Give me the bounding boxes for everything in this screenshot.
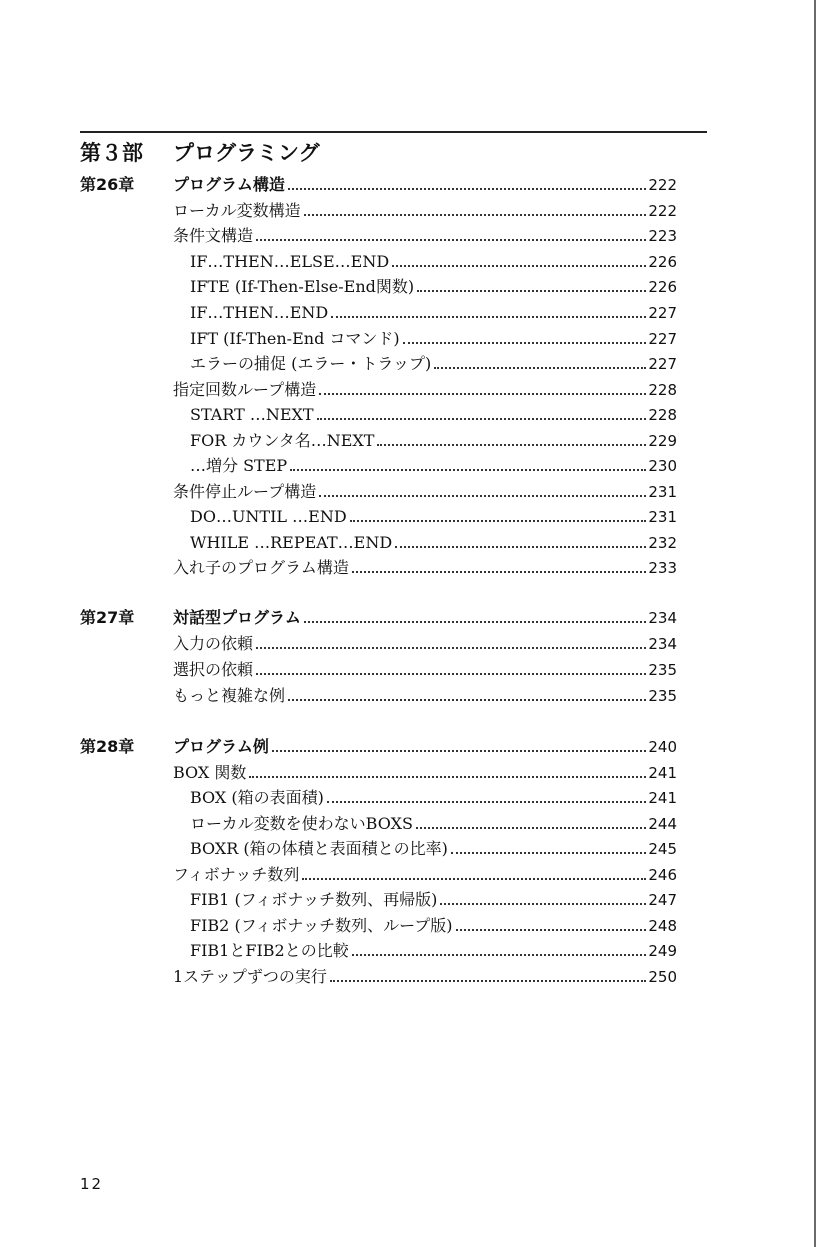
dot-leader <box>330 980 646 982</box>
page-ref: 245 <box>648 840 677 858</box>
toc-entry[interactable] <box>190 251 677 273</box>
dot-leader <box>256 647 646 649</box>
page-ref: 227 <box>648 355 677 373</box>
toc-entry[interactable] <box>173 225 677 247</box>
dot-leader <box>256 673 646 675</box>
dot-leader <box>456 929 647 931</box>
entry-title: ローカル変数構造 <box>173 201 301 220</box>
entry-title: FIB2 (フィボナッチ数列、ループ版) <box>190 916 453 935</box>
toc-entry[interactable] <box>173 557 677 579</box>
page-ref: 227 <box>648 330 677 348</box>
entry-title: DO…UNTIL …END <box>190 507 347 526</box>
toc-entry[interactable] <box>190 889 677 911</box>
entry-title: …増分 STEP <box>190 456 288 475</box>
toc-entry[interactable] <box>173 864 677 886</box>
toc-entry[interactable] <box>190 430 677 452</box>
entry-title: IFTE (If-Then-Else-End関数) <box>190 277 415 296</box>
page-number: 12 <box>80 1175 104 1193</box>
dot-leader <box>440 903 646 905</box>
dot-leader <box>327 801 647 803</box>
dot-leader <box>272 750 647 752</box>
toc-chapter-entry[interactable] <box>173 736 677 758</box>
entry-title: フィボナッチ数列 <box>173 865 300 884</box>
dot-leader <box>352 571 647 573</box>
chapter-label: 第28章 <box>80 737 135 756</box>
part-title: プログラミング <box>173 141 320 165</box>
toc-entry[interactable] <box>190 455 677 477</box>
toc-chapter-entry[interactable] <box>173 607 677 629</box>
dot-leader <box>249 776 646 778</box>
entry-title: 1ステップずつの実行 <box>173 967 327 986</box>
page-ref: 235 <box>648 687 677 705</box>
entry-title: 入れ子のプログラム構造 <box>173 558 349 577</box>
toc-entry[interactable] <box>173 966 677 988</box>
page-ref: 233 <box>648 559 677 577</box>
entry-title: 条件文構造 <box>173 226 254 245</box>
dot-leader <box>304 214 647 216</box>
dot-leader <box>256 239 646 241</box>
dot-leader <box>302 878 646 880</box>
dot-leader <box>377 444 646 446</box>
page-ref: 244 <box>648 815 677 833</box>
dot-leader <box>319 393 646 395</box>
page-ref: 234 <box>648 609 677 627</box>
page-ref: 222 <box>648 202 677 220</box>
dot-leader <box>392 265 646 267</box>
part-label: 第３部 <box>80 141 143 165</box>
toc-entry[interactable] <box>173 659 677 681</box>
entry-title: IFT (If-Then-End コマンド) <box>190 329 400 348</box>
dot-leader <box>331 316 646 318</box>
page-ref: 228 <box>648 406 677 424</box>
page-ref: 241 <box>648 764 677 782</box>
dot-leader <box>417 290 646 292</box>
entry-title: BOXR (箱の体積と表面積との比率) <box>190 839 448 858</box>
entry-title: もっと複雑な例 <box>173 686 286 705</box>
entry-title: IF…THEN…ELSE…END <box>190 252 390 271</box>
entry-title: ローカル変数を使わないBOXS <box>190 814 413 833</box>
chapter-label: 第27章 <box>80 608 135 627</box>
page-ref: 231 <box>648 508 677 526</box>
page-ref: 230 <box>648 457 677 475</box>
dot-leader <box>352 954 647 956</box>
dot-leader <box>319 495 646 497</box>
toc-entry[interactable] <box>173 379 677 401</box>
chapter-title: プログラム例 <box>173 737 269 756</box>
entry-title: BOX (箱の表面積) <box>190 788 324 807</box>
page-ref: 241 <box>648 789 677 807</box>
toc-entry[interactable] <box>190 302 677 324</box>
entry-title: FOR カウンタ名…NEXT <box>190 431 375 450</box>
page-ref: 240 <box>648 738 677 756</box>
page-edge-line <box>814 0 816 1247</box>
dot-leader <box>395 546 646 548</box>
page-ref: 250 <box>648 968 677 986</box>
dot-leader <box>451 852 646 854</box>
entry-title: 指定回数ループ構造 <box>173 380 317 399</box>
dot-leader <box>416 827 646 829</box>
toc-entry[interactable] <box>190 328 677 350</box>
dot-leader <box>317 418 647 420</box>
entry-title: WHILE …REPEAT…END <box>190 533 393 552</box>
page-ref: 232 <box>648 534 677 552</box>
entry-title: FIB1 (フィボナッチ数列、再帰版) <box>190 890 438 909</box>
page-ref: 226 <box>648 278 677 296</box>
toc-entry[interactable] <box>190 404 677 426</box>
page-ref: 229 <box>648 432 677 450</box>
entry-title: 入力の依頼 <box>173 634 254 653</box>
page-ref: 226 <box>648 253 677 271</box>
toc-entry[interactable] <box>190 506 677 528</box>
toc-entry[interactable] <box>190 813 677 835</box>
page-ref: 234 <box>648 635 677 653</box>
dot-leader <box>290 469 646 471</box>
page-ref: 235 <box>648 661 677 679</box>
dot-leader <box>350 520 647 522</box>
entry-title: BOX 関数 <box>173 763 247 782</box>
page-ref: 222 <box>648 176 677 194</box>
dot-leader <box>304 621 647 623</box>
page-ref: 246 <box>648 866 677 884</box>
page-ref: 247 <box>648 891 677 909</box>
page-ref: 248 <box>648 917 677 935</box>
toc-entry[interactable] <box>190 838 677 860</box>
page-ref: 223 <box>648 227 677 245</box>
entry-title: START …NEXT <box>190 405 314 424</box>
header-rule <box>80 131 707 133</box>
toc-entry[interactable] <box>190 532 677 554</box>
page-ref: 228 <box>648 381 677 399</box>
entry-title: エラーの捕促 (エラー・トラップ) <box>190 354 432 373</box>
toc-entry[interactable] <box>190 915 677 937</box>
dot-leader <box>434 367 646 369</box>
toc-entry[interactable] <box>173 481 677 503</box>
chapter-title: 対話型プログラム <box>173 608 301 627</box>
page-ref: 227 <box>648 304 677 322</box>
toc-chapter-entry[interactable] <box>173 174 677 196</box>
toc-entry[interactable] <box>173 762 677 784</box>
page-ref: 231 <box>648 483 677 501</box>
entry-title: 条件停止ループ構造 <box>173 482 317 501</box>
entry-title: FIB1とFIB2との比較 <box>190 941 349 960</box>
dot-leader <box>288 188 647 190</box>
toc-entry[interactable] <box>190 353 677 375</box>
toc-entry[interactable] <box>173 200 677 222</box>
chapter-title: プログラム構造 <box>173 175 285 194</box>
dot-leader <box>288 699 646 701</box>
chapter-label: 第26章 <box>80 175 135 194</box>
page-ref: 249 <box>648 942 677 960</box>
toc-entry[interactable] <box>190 787 677 809</box>
toc-entry[interactable] <box>173 633 677 655</box>
entry-title: 選択の依頼 <box>173 660 254 679</box>
dot-leader <box>403 342 647 344</box>
toc-entry[interactable] <box>190 940 677 962</box>
toc-entry[interactable] <box>173 685 677 707</box>
entry-title: IF…THEN…END <box>190 303 329 322</box>
toc-entry[interactable] <box>190 276 677 298</box>
